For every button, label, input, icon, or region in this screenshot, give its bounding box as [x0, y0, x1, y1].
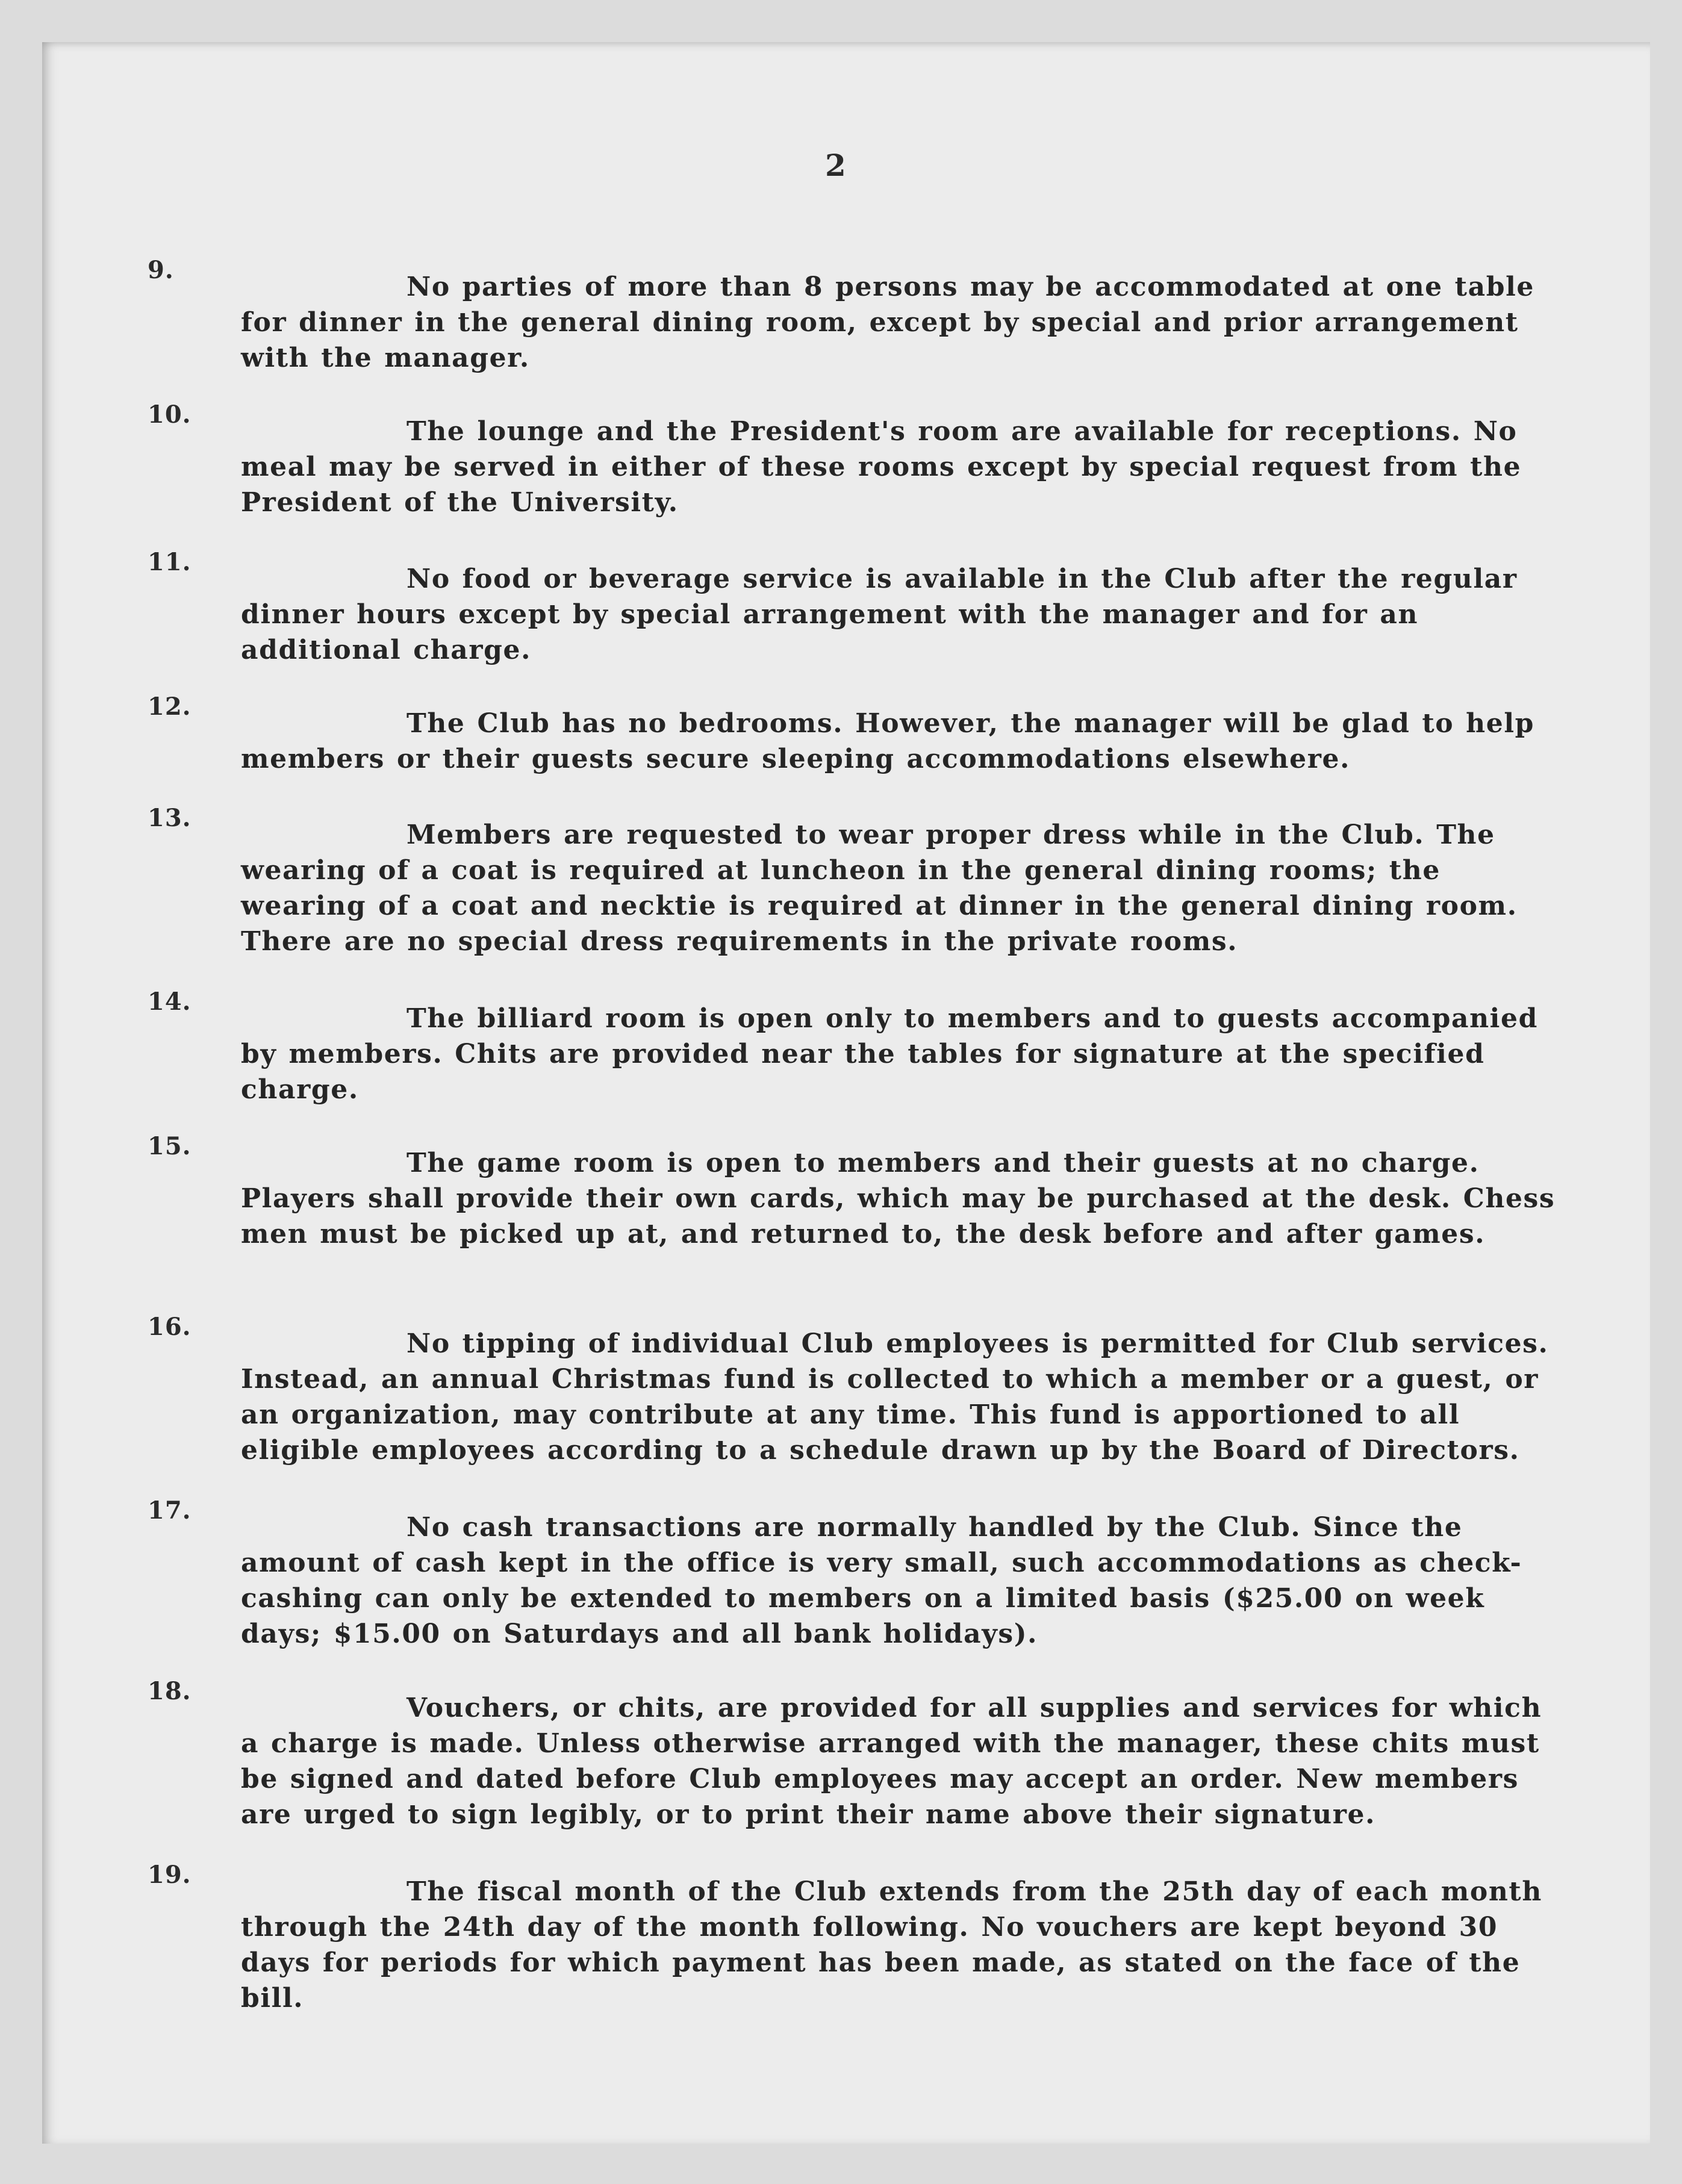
item-number: 15. [148, 1132, 192, 1160]
item-text: No food or beverage service is available in the Club after the regular dinner hours except by special arrangement with the manager and for an additional charge. [241, 564, 1518, 665]
item-number: 12. [148, 692, 192, 721]
item-number: 18. [148, 1677, 192, 1705]
item-number: 19. [148, 1861, 192, 1889]
item-number: 9. [148, 256, 174, 284]
page-number: 2 [825, 148, 846, 183]
item-text: No tipping of individual Club employees is permitted for Club services. Instead, an annual Christmas fund is collected to which a member or a guest, or an organization, may contribute at any time. This fund is apportioned to all eligible employees according to a schedule drawn up by the Board of Directors. [241, 1328, 1549, 1466]
item-text: The Club has no bedrooms. However, the manager will be glad to help members or their guests secure sleeping accommodations elsewhere. [241, 708, 1535, 774]
item-number: 14. [148, 988, 192, 1016]
item-number: 10. [148, 400, 192, 429]
item-text: The fiscal month of the Club extends from the 25th day of each month through the 24th day of the month following. No vouchers are kept beyond 30 days for periods for which payment has been made, as stated on the face of the bill. [241, 1876, 1542, 2014]
item-text: No parties of more than 8 persons may be accommodated at one table for dinner in the general dining room, except by special and prior arrangement with the manager. [241, 272, 1534, 373]
item-number: 17. [148, 1496, 192, 1525]
item-number: 16. [148, 1313, 192, 1341]
item-number: 13. [148, 804, 192, 832]
item-text: Vouchers, or chits, are provided for all supplies and services for which a charge is made. Unless otherwise arranged with the manager, these chits must be signed and dated before Club employees may accept an order. New members are urged to sign legibly, or to print their name above their signature. [241, 1693, 1542, 1830]
item-text: Members are requested to wear proper dress while in the Club. The wearing of a coat is required at luncheon in the general dining rooms; the wearing of a coat and necktie is required at dinner in the general dining room. There are no special dress requirements in the private rooms. [241, 820, 1518, 957]
item-text: The lounge and the President's room are available for receptions. No meal may be served in either of these rooms except by special request from the President of the University. [241, 416, 1522, 518]
item-number: 11. [148, 548, 192, 576]
item-text: The billiard room is open only to members and to guests accompanied by members. Chits are provided near the tables for signature at the specified charge. [241, 1003, 1538, 1105]
item-text: The game room is open to members and their guests at no charge. Players shall provide their own cards, which may be purchased at the desk. Chess men must be picked up at, and returned to, the desk before and after games. [241, 1148, 1556, 1249]
item-text: No cash transactions are normally handled by the Club. Since the amount of cash kept in the office is very small, such accommodations as check-cashing can only be extended to members on a limited basis ($25.00 on week days; $15.00 on Saturdays and all bank holidays). [241, 1512, 1522, 1649]
